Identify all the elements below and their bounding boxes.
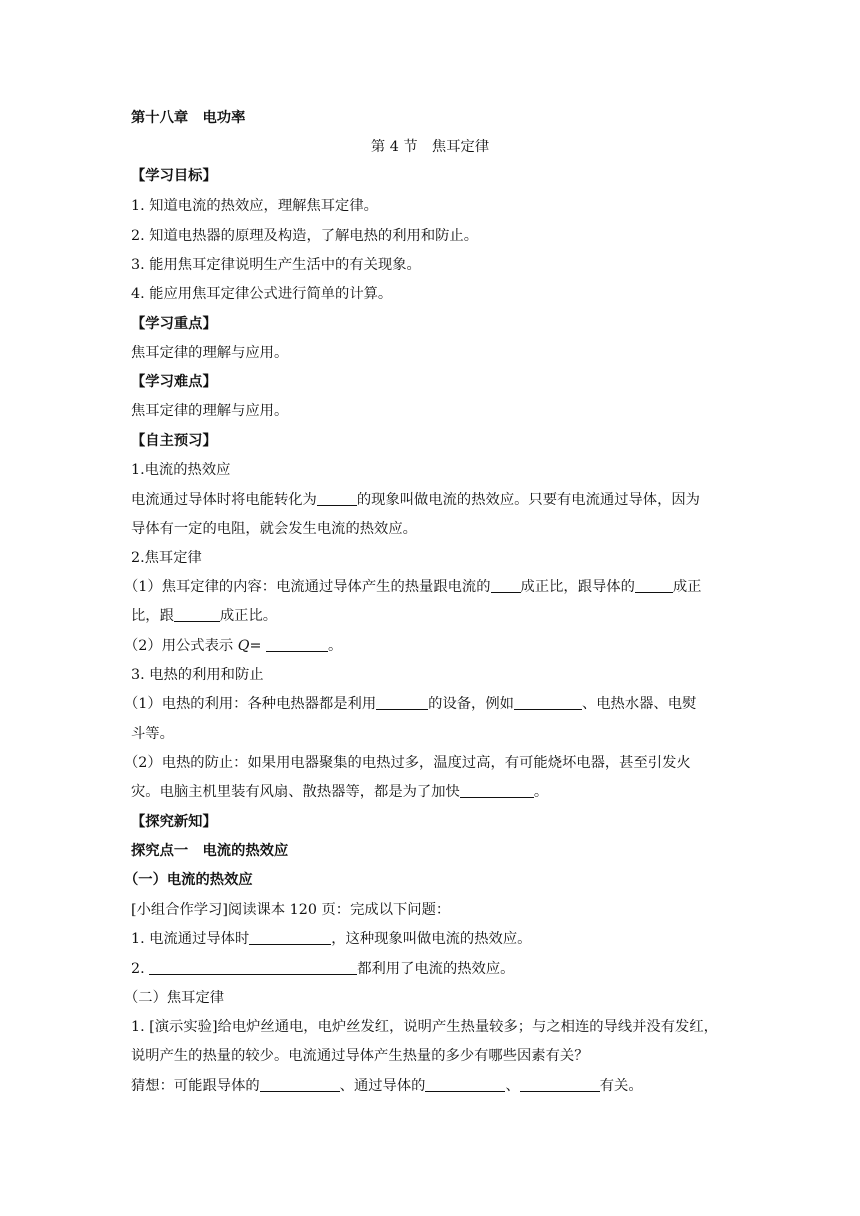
goal-item: 1. 知道电流的热效应，理解焦耳定律。	[131, 198, 378, 214]
preview-heading: 【自主预习】	[131, 433, 217, 449]
text-run: 灾。电脑主机里装有风扇、散热器等，都是为了加快	[131, 784, 460, 800]
text-run: ，这种现象叫做电流的热效应。	[331, 931, 532, 947]
text-run: 都利用了电流的热效应。	[357, 961, 515, 977]
explore-point-title: 探究点一 电流的热效应	[131, 843, 289, 859]
text-run: 。	[327, 638, 343, 654]
text-run: 的现象叫做电流的热效应。只要有电流通过导体，因为	[356, 492, 700, 508]
fill-blank	[514, 695, 582, 710]
preview-paragraph-line	[124, 577, 701, 597]
text-run: 成正比，跟导体的	[520, 579, 635, 595]
preview-paragraph-line: （2）电热的防止：如果用电器聚集的电热过多，温度过高，有可能烧坏电器，甚至引发火	[124, 755, 691, 771]
difficulties-text: 焦耳定律的理解与应用。	[131, 403, 289, 419]
preview-item-title: 2.焦耳定律	[131, 550, 202, 566]
preview-paragraph-line	[124, 694, 696, 714]
fill-blank	[249, 930, 331, 945]
preview-paragraph-line	[131, 490, 700, 510]
fill-blank	[376, 695, 428, 710]
text-run: 电流通过导体时将电能转化为	[131, 492, 317, 508]
explore-question	[131, 959, 514, 979]
goal-item: 3. 能用焦耳定律说明生产生活中的有关现象。	[131, 257, 421, 273]
key-points-text: 焦耳定律的理解与应用。	[131, 345, 289, 361]
explore-task: [小组合作学习]阅读课本 120 页：完成以下问题：	[131, 902, 451, 918]
fill-blank	[425, 1077, 505, 1092]
explore-question	[131, 929, 531, 949]
preview-paragraph-line: 斗等。	[131, 726, 174, 742]
preview-item-title: 3. 电热的利用和防止	[131, 667, 264, 683]
text-run: （2）用公式表示	[124, 638, 238, 654]
formula-symbol: Q	[237, 638, 250, 654]
preview-paragraph-line	[131, 606, 277, 626]
text-run: 、通过导体的	[339, 1078, 426, 1094]
goal-item: 4. 能应用焦耳定律公式进行简单的计算。	[131, 286, 393, 302]
preview-paragraph-line	[124, 636, 342, 656]
text-run: 猜想：可能跟导体的	[131, 1078, 260, 1094]
goal-item: 2. 知道电热器的原理及构造，了解电热的利用和防止。	[131, 228, 479, 244]
text-run: 的设备，例如	[428, 696, 514, 712]
section-title: 第 4 节 焦耳定律	[370, 139, 490, 155]
text-run: 。	[533, 784, 549, 800]
fill-blank	[460, 783, 534, 798]
text-run: 成正	[672, 579, 702, 595]
preview-paragraph-line	[131, 782, 548, 802]
fill-blank	[260, 1077, 340, 1092]
fill-blank	[520, 1077, 600, 1092]
fill-blank	[317, 491, 357, 506]
explore-subsection-title: （二）焦耳定律	[124, 990, 225, 1006]
text-run: 、	[505, 1078, 520, 1094]
fill-blank	[266, 637, 328, 652]
text-run: 比，跟	[131, 608, 174, 624]
fill-blank	[174, 607, 220, 622]
explore-paragraph-line: 1. [演示实验]给电炉丝通电，电炉丝发红，说明产生热量较多；与之相连的导线并没有发红，	[131, 1019, 718, 1035]
explore-subsection-title: （一）电流的热效应	[124, 872, 253, 888]
difficulties-heading: 【学习难点】	[131, 374, 217, 390]
text-run: 2.	[131, 961, 150, 977]
explore-heading: 【探究新知】	[131, 814, 217, 830]
text-run: 1. 电流通过导体时	[131, 931, 250, 947]
fill-blank	[635, 578, 673, 593]
text-run: （1）焦耳定律的内容：电流通过导体产生的热量跟电流的	[124, 579, 491, 595]
explore-paragraph-line: 说明产生的热量的较少。电流通过导体产生热量的多少有哪些因素有关？	[131, 1048, 589, 1064]
chapter-title: 第十八章 电功率	[131, 110, 246, 126]
explore-guess-line	[131, 1076, 643, 1096]
preview-paragraph-line: 导体有一定的电阻，就会发生电流的热效应。	[131, 521, 417, 537]
fill-blank	[149, 960, 357, 975]
text-run: 有关。	[599, 1078, 643, 1094]
text-run: =	[249, 638, 266, 654]
text-run: 、电热水器、电熨	[581, 696, 697, 712]
text-run: 成正比。	[219, 608, 278, 624]
preview-item-title: 1.电流的热效应	[131, 462, 231, 478]
key-points-heading: 【学习重点】	[131, 316, 217, 332]
goals-heading: 【学习目标】	[131, 168, 217, 184]
fill-blank	[491, 578, 521, 593]
text-run: （1）电热的利用：各种电热器都是利用	[124, 696, 377, 712]
